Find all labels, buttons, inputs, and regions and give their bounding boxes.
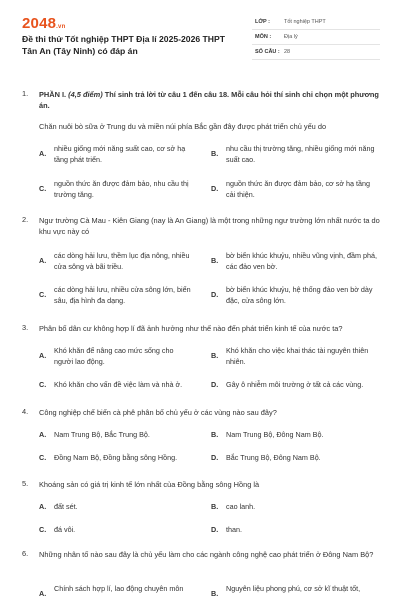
meta-label: MÔN : [255,34,272,40]
option-text: cao lanh. [226,502,256,511]
option-letter: C. [39,380,47,389]
part-label: PHẦN I. [39,90,67,99]
option-text: Chính sách hợp lí, lao động chuyên môn [54,584,184,593]
option-letter: A. [39,589,47,598]
site-logo[interactable] [22,15,65,32]
option-text: các dòng hải lưu, thềm lục địa nông, nhiều cửa sông và bãi triều. [54,251,190,271]
meta-table [252,16,380,61]
option-text: than. [226,525,242,534]
option-text: Gây ô nhiễm môi trường ở tất cả các vùng. [226,380,364,389]
question-text: Phân bố dân cư không hợp lí đã ảnh hưởng như thế nào đến phát triển kinh tế của nước ta? [39,324,343,333]
option-letter: D. [211,380,219,389]
option-text: Nguyên liệu phong phú, cơ sở kĩ thuật tốt, [226,584,361,593]
option-letter: B. [211,256,219,265]
page-header [0,0,400,80]
question-number: 1. [22,89,29,98]
question-text: Chăn nuôi bò sữa ở Trung du và miền núi phía Bắc gần đây được phát triển chủ yếu do [39,122,327,131]
option-letter: C. [39,453,47,462]
question-text: Công nghiệp chế biến cà phê phân bố chủ yếu ở các vùng nào sau đây? [39,408,277,417]
meta-value: Địa lý [284,34,298,40]
option-letter: B. [211,430,219,439]
option-letter: B. [211,149,219,158]
question-number: 5. [22,479,29,488]
option-text: Khó khăn để nâng cao mức sống cho người lao động. [54,346,174,366]
option-text: nguồn thức ăn được đảm bảo, nhu cầu thị trường tăng. [54,179,189,199]
option-text: nhu cầu thị trường tăng, nhiều giống mới năng suất cao. [226,144,375,164]
option-text: bờ biển khúc khuỷu, hệ thống đảo ven bờ dày đặc, cửa sông lớn. [226,285,373,305]
option-text: đá vôi. [54,525,76,534]
option-letter: C. [39,184,47,193]
document-title: Đề thi thử Tốt nghiệp THPT Địa lí 2025-2026 THPT Tân An (Tây Ninh) có đáp án [22,34,225,56]
option-text: đất sét. [54,502,78,511]
question-number: 6. [22,549,29,558]
meta-row-class [252,16,380,30]
part-points: (4,5 điểm) [68,90,103,99]
option-text: bờ biển khúc khuỷu, nhiều vũng vịnh, đầm phá, các đảo ven bờ. [226,251,377,271]
meta-value: 28 [284,49,291,55]
option-letter: A. [39,149,47,158]
option-letter: D. [211,290,219,299]
option-text: các dòng hải lưu, nhiều cửa sông lớn, biển sâu, địa hình đa dạng. [54,285,191,305]
option-letter: C. [39,290,47,299]
option-text: nguồn thức ăn được đảm bảo, cơ sở hạ tầng cải thiện. [226,179,371,199]
option-letter: B. [211,589,219,598]
question-number: 4. [22,407,29,416]
question-number: 3. [22,323,29,332]
option-letter: A. [39,502,47,511]
option-letter: A. [39,256,47,265]
option-text: Khó khăn cho việc khai thác tài nguyên thiên nhiên. [226,346,369,366]
option-text: nhiều giống mới năng suất cao, cơ sở hạ tầng phát triển. [54,144,186,164]
option-letter: B. [211,351,219,360]
option-letter: A. [39,430,47,439]
part-instruction: Thí sinh trả lời từ câu 1 đến câu 18. Mỗi câu hỏi thí sinh chỉ chọn một phương án. [39,90,379,110]
meta-value: Tốt nghiệp THPT [284,19,326,25]
option-letter: D. [211,184,219,193]
logo-suffix-text: .vn [56,24,66,30]
option-letter: C. [39,525,47,534]
logo-main-text: 2048 [22,15,57,32]
option-letter: D. [211,453,219,462]
question-text: Ngư trường Cà Mau - Kiên Giang (nay là An Giang) là một trong những ngư trường lớn nhất nước ta do khu vực này có [39,216,380,236]
option-text: Khó khăn cho vấn đề việc làm và nhà ở. [54,380,183,389]
meta-row-count [252,46,380,60]
meta-label: SỐ CÂU : [255,49,280,55]
meta-row-subject [252,31,380,45]
question-text: Khoáng sản có giá trị kinh tế lớn nhất của Đồng bằng sông Hồng là [39,480,260,489]
option-text: Bắc Trung Bộ, Đông Nam Bộ. [226,453,321,462]
option-text: Đồng Nam Bộ, Đồng bằng sông Hồng. [54,453,178,462]
option-letter: B. [211,502,219,511]
option-text: Nam Trung Bộ, Bắc Trung Bộ. [54,430,150,439]
question-number: 2. [22,215,29,224]
meta-label: LỚP : [255,19,270,25]
option-letter: A. [39,351,47,360]
option-text: Nam Trung Bộ, Đông Nam Bộ. [226,430,324,439]
question-instruction [39,89,387,111]
question-text: Những nhân tố nào sau đây là chủ yếu làm cho các ngành công nghệ cao phát triển ở Đông Nam Bộ? [39,550,374,559]
option-letter: D. [211,525,219,534]
